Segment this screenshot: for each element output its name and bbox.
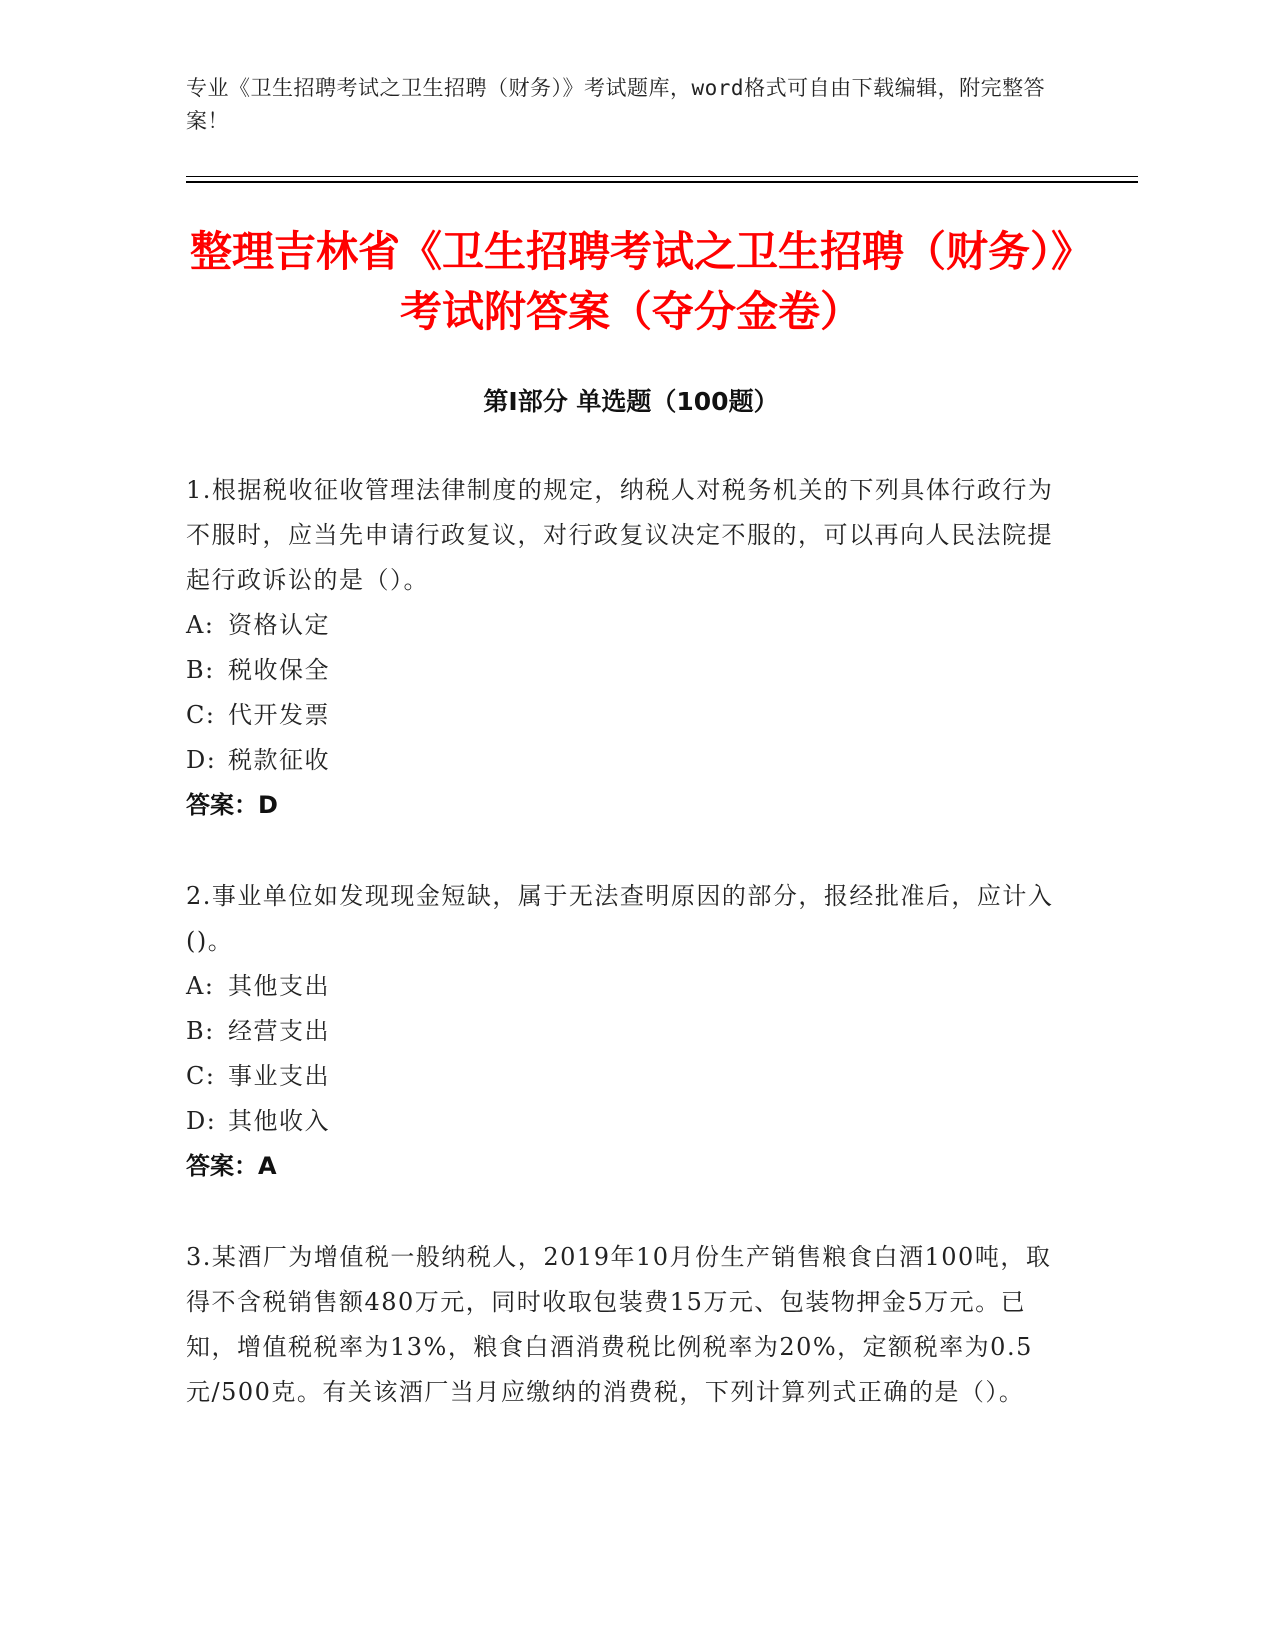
option-key: C: xyxy=(186,1062,216,1090)
question-option xyxy=(186,648,1066,693)
header-divider-thick xyxy=(186,181,1138,183)
question-option xyxy=(186,1054,1066,1099)
option-text: 税款征收 xyxy=(228,746,330,774)
question-option xyxy=(186,1099,1066,1144)
question-option xyxy=(186,1009,1066,1054)
option-text: 税收保全 xyxy=(228,656,330,684)
question-list xyxy=(186,468,1066,1461)
question-option xyxy=(186,964,1066,1009)
document-title: 整理吉林省《卫生招聘考试之卫生招聘（财务）》考试附答案（夺分金卷） xyxy=(189,227,1072,336)
option-text: 其他收入 xyxy=(228,1107,330,1135)
question-option xyxy=(186,738,1066,783)
question-text: 1.根据税收征收管理法律制度的规定，纳税人对税务机关的下列具体行政行为不服时，应当先申请行政复议，对行政复议决定不服的，可以再向人民法院提起行政诉讼的是（）。 xyxy=(186,476,1054,594)
option-key: B: xyxy=(186,656,215,684)
option-text: 经营支出 xyxy=(228,1017,330,1045)
option-key: A: xyxy=(186,972,215,1000)
question-option xyxy=(186,693,1066,738)
question-answer: 答案：D xyxy=(186,791,278,819)
option-key: D: xyxy=(186,1107,217,1135)
option-key: B: xyxy=(186,1017,215,1045)
option-text: 其他支出 xyxy=(228,972,330,1000)
option-key: D: xyxy=(186,746,217,774)
question-text: 2.事业单位如发现现金短缺，属于无法查明原因的部分，报经批准后，应计入()。 xyxy=(186,882,1054,955)
question-text: 3.某酒厂为增值税一般纳税人，2019年10月份生产销售粮食白酒100吨，取得不含税销售额480万元，同时收取包装费15万元、包装物押金5万元。已知，增值税税率为13%，粮食白酒消费税比例税率为20%，定额税率为0.5元/500克。有关该酒厂当月应缴纳的消费税，下列计算列式正确的是（）。 xyxy=(186,1243,1052,1406)
option-text: 资格认定 xyxy=(228,611,330,639)
option-key: C: xyxy=(186,701,216,729)
option-text: 事业支出 xyxy=(228,1062,330,1090)
section-title: 第Ⅰ部分 单选题（100题） xyxy=(483,387,779,416)
option-text: 代开发票 xyxy=(228,701,330,729)
question-answer: 答案：A xyxy=(186,1152,277,1180)
question-item xyxy=(186,874,1066,1189)
option-key: A: xyxy=(186,611,215,639)
question-item xyxy=(186,1235,1066,1415)
question-item xyxy=(186,468,1066,828)
header-divider-thin xyxy=(186,176,1138,177)
header-note: 专业《卫生招聘考试之卫生招聘（财务）》考试题库，word格式可自由下载编辑，附完整答案！ xyxy=(186,76,1046,133)
question-option xyxy=(186,603,1066,648)
